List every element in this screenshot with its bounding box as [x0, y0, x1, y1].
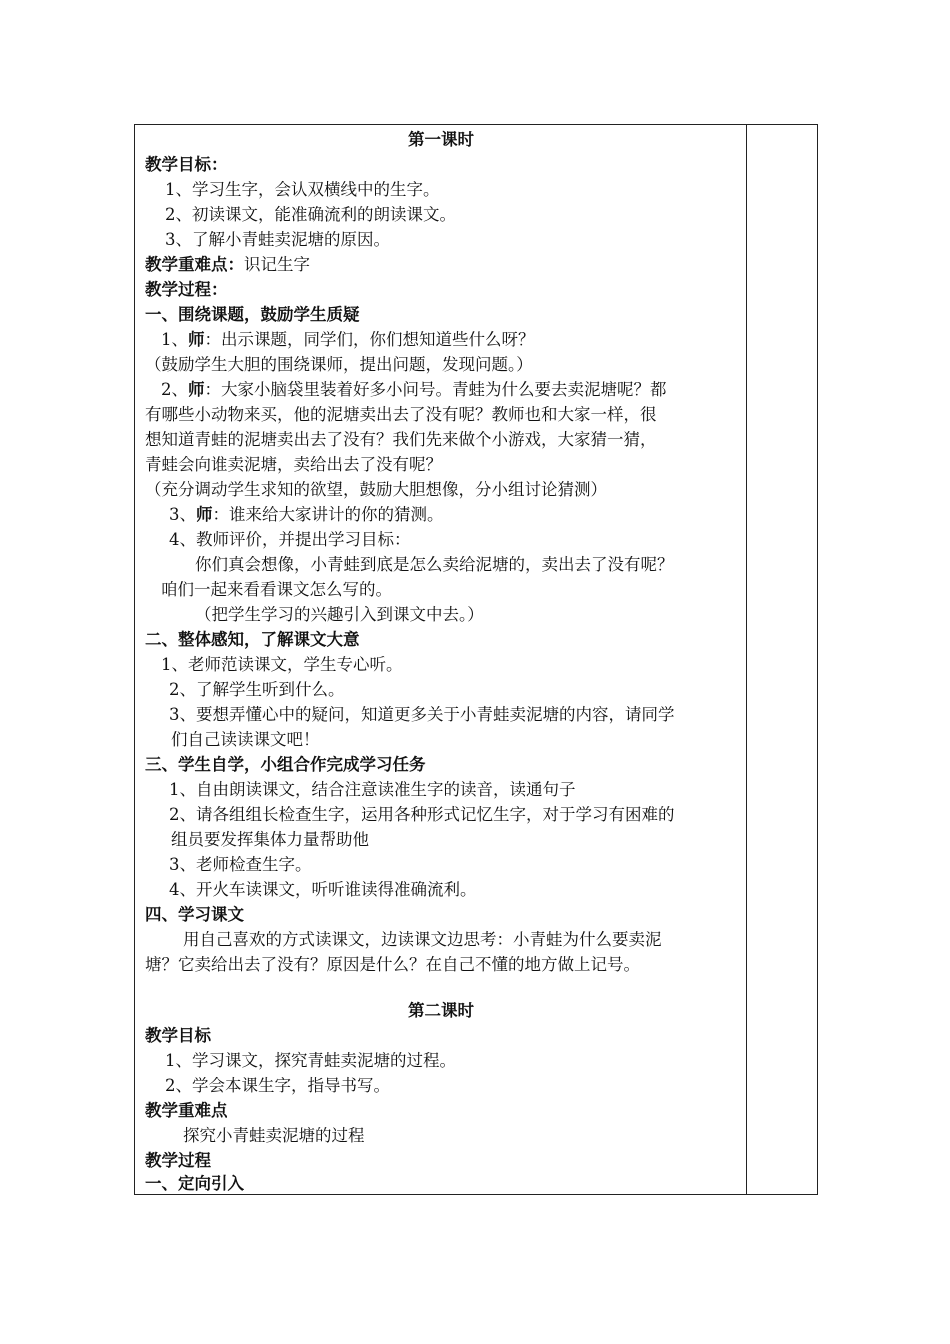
objective-item: 2、学会本课生字，指导书写。 [165, 1076, 390, 1095]
lesson1-title: 第一课时 [408, 130, 474, 149]
step-number: 3、 [169, 505, 196, 524]
content-column [135, 125, 747, 1194]
lesson2-title: 第二课时 [408, 1001, 474, 1020]
list-item: 组员要发挥集体力量帮助他 [171, 830, 369, 849]
list-item: 们自己读读课文吧！ [171, 730, 320, 749]
key-points [135, 252, 757, 277]
process-heading: 教学过程 [145, 1151, 211, 1170]
section-heading: 一、围绕课题，鼓励学生质疑 [145, 305, 360, 324]
section-heading: 三、学生自学，小组合作完成学习任务 [145, 755, 426, 774]
teacher-step [135, 377, 773, 402]
objectives-heading: 教学目标 [145, 1026, 211, 1045]
list-item: 3、老师检查生字。 [169, 855, 312, 874]
notes-column [747, 125, 817, 1194]
paragraph-line: 想知道青蛙的泥塘卖出去了没有？我们先来做个小游戏，大家猜一猜， [145, 430, 657, 449]
paragraph-line: 塘？它卖给出去了没有？原因是什么？在自己不懂的地方做上记号。 [145, 955, 640, 974]
section-heading: 二、整体感知，了解课文大意 [145, 630, 360, 649]
step-note: （把学生学习的兴趣引入到课文中去。） [195, 605, 484, 624]
key-points-value: 探究小青蛙卖泥塘的过程 [183, 1126, 365, 1145]
list-item: 2、了解学生听到什么。 [169, 680, 345, 699]
list-item: 1、自由朗读课文，结合注意读准生字的读音，读通句子 [169, 780, 576, 799]
teacher-step [135, 327, 773, 352]
key-points-label: 教学重难点： [145, 255, 244, 274]
step-number: 1、 [161, 330, 188, 349]
objective-item: 1、学习生字，会认双横线中的生字。 [165, 180, 440, 199]
lesson-plan-table [134, 124, 818, 1195]
step-text: ：出示课题，同学们，你们想知道些什么呀？ [204, 330, 535, 349]
teacher-label: 师 [188, 380, 205, 399]
quote-line: 咱们一起来看看课文怎么写的。 [161, 580, 392, 599]
list-item: 3、要想弄懂心中的疑问，知道更多关于小青蛙卖泥塘的内容，请同学 [169, 705, 675, 724]
step-note: （充分调动学生求知的欲望，鼓励大胆想像，分小组讨论猜测） [145, 480, 607, 499]
step-text: ：谁来给大家讲计的你的猜测。 [212, 505, 444, 524]
step-number: 2、 [161, 380, 188, 399]
teacher-label: 师 [188, 330, 205, 349]
list-item: 2、请各组组长检查生字，运用各种形式记忆生字，对于学习有困难的 [169, 805, 675, 824]
objective-item: 3、了解小青蛙卖泥塘的原因。 [165, 230, 390, 249]
objective-item: 2、初读课文，能准确流利的朗读课文。 [165, 205, 456, 224]
key-points-heading: 教学重难点 [145, 1101, 228, 1120]
key-points-value: 识记生字 [244, 255, 310, 274]
list-item: 1、老师范读课文，学生专心听。 [161, 655, 403, 674]
process-heading: 教学过程： [145, 280, 228, 299]
step-line: 4、教师评价，并提出学习目标： [169, 530, 411, 549]
objectives-heading: 教学目标： [145, 155, 228, 174]
section-heading: 一、定向引入 [145, 1174, 244, 1193]
list-item: 4、开火车读课文，听听谁读得准确流利。 [169, 880, 477, 899]
teacher-label: 师 [196, 505, 213, 524]
step-text: ：大家小脑袋里装着好多小问号。青蛙为什么要去卖泥塘呢？都 [204, 380, 667, 399]
quote-line: 你们真会想像，小青蛙到底是怎么卖给泥塘的，卖出去了没有呢？ [195, 555, 674, 574]
paragraph-line: 有哪些小动物来买，他的泥塘卖出去了没有呢？教师也和大家一样，很 [145, 405, 657, 424]
section-heading: 四、学习课文 [145, 905, 244, 924]
teacher-step [135, 502, 781, 527]
paragraph-line: 青蛙会向谁卖泥塘，卖给出去了没有呢？ [145, 455, 442, 474]
objective-item: 1、学习课文，探究青蛙卖泥塘的过程。 [165, 1051, 456, 1070]
paragraph-line: 用自己喜欢的方式读课文，边读课文边思考：小青蛙为什么要卖泥 [183, 930, 662, 949]
step-note: （鼓励学生大胆的围绕课师，提出问题，发现问题。） [145, 355, 533, 374]
